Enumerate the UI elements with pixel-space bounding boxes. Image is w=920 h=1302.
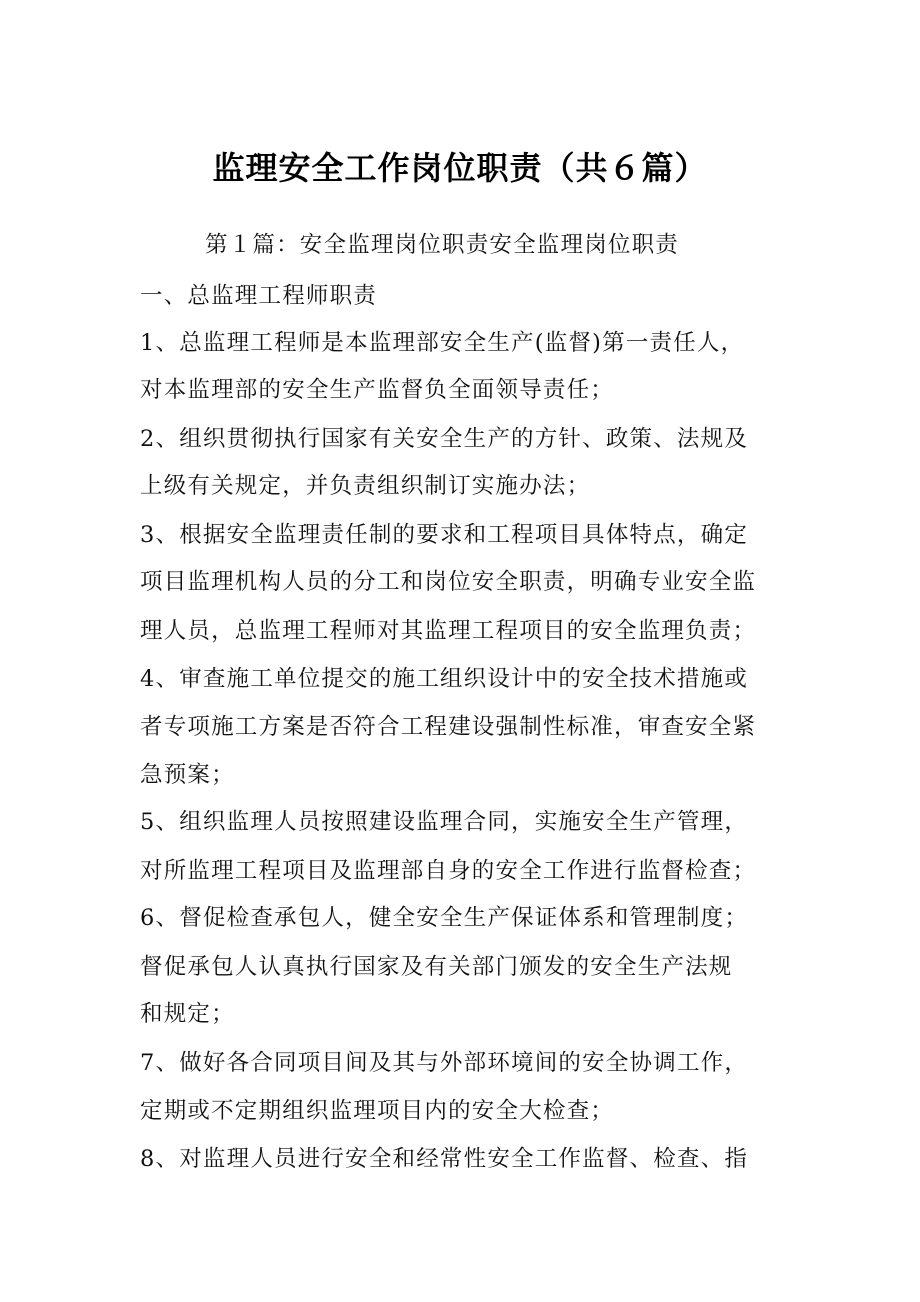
paragraph-line: 2、组织贯彻执行国家有关安全生产的方针、政策、法规及 (140, 426, 749, 452)
paragraph-line: 和规定； (140, 1001, 235, 1027)
document-title: 监理安全工作岗位职责（共６篇） (212, 149, 708, 187)
paragraph-line: 一、总监理工程师职责 (140, 283, 378, 309)
paragraph-line: 4、审查施工单位提交的施工组织设计中的安全技术措施或 (140, 666, 749, 692)
paragraph-line: 定期或不定期组织监理项目内的安全大检查； (140, 1098, 615, 1124)
paragraph-line: 项目监理机构人员的分工和岗位安全职责，明确专业安全监 (140, 569, 757, 595)
paragraph-line: 3、根据安全监理责任制的要求和工程项目具体特点，确定 (140, 522, 749, 548)
paragraph-line: 者专项施工方案是否符合工程建设强制性标准，审查安全紧 (140, 714, 757, 740)
section-heading: 第１篇：安全监理岗位职责安全监理岗位职责 (205, 232, 680, 258)
paragraph-line: 上级有关规定，并负责组织制订实施办法； (140, 473, 591, 499)
paragraph-line: 理人员，总监理工程师对其监理工程项目的安全监理负责； (140, 618, 757, 644)
paragraph-line: 8、对监理人员进行安全和经常性安全工作监督、检查、指 (140, 1146, 749, 1172)
paragraph-line: 6、督促检查承包人，健全安全生产保证体系和管理制度； (140, 905, 749, 931)
paragraph-line: 督促承包人认真执行国家及有关部门颁发的安全生产法规 (140, 954, 733, 980)
paragraph-line: 对本监理部的安全生产监督负全面领导责任； (140, 377, 615, 403)
paragraph-line: 7、做好各合同项目间及其与外部环境间的安全协调工作， (140, 1050, 749, 1076)
paragraph-line: 5、组织监理人员按照建设监理合同，实施安全生产管理， (140, 809, 749, 835)
paragraph-line: 急预案； (140, 762, 235, 788)
paragraph-line: 1、总监理工程师是本监理部安全生产(监督)第一责任人， (140, 330, 745, 356)
paragraph-line: 对所监理工程项目及监理部自身的安全工作进行监督检查； (140, 858, 757, 884)
